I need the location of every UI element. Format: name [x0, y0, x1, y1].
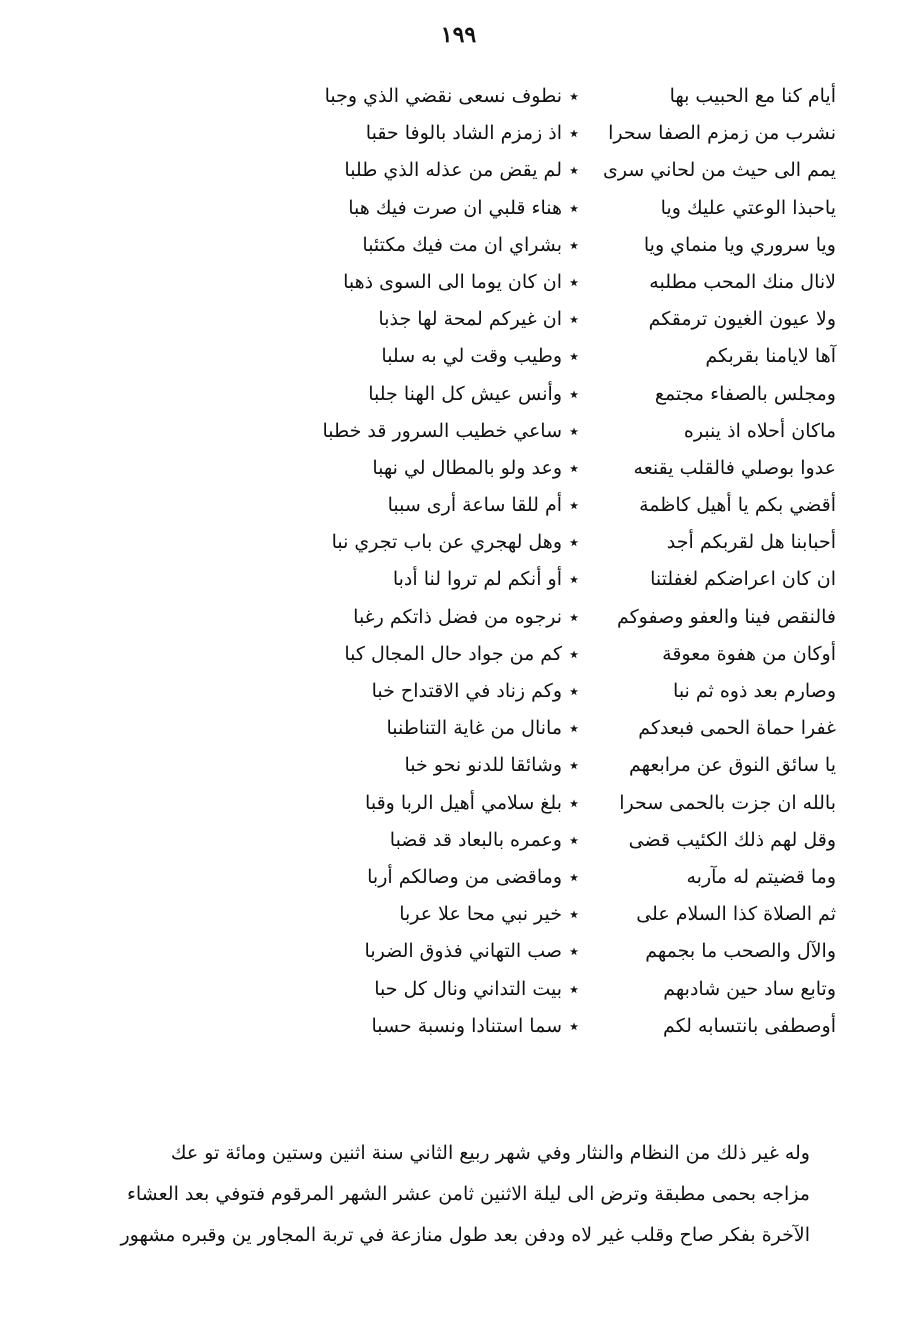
- verse-separator-star: ٭: [569, 718, 579, 740]
- verse-separator-star: ٭: [569, 904, 579, 926]
- verse-separator-star: ٭: [569, 234, 579, 256]
- verse-line: [312, 301, 836, 338]
- verse-separator-star: ٭: [569, 829, 579, 851]
- second-hemistich: وعمره بالبعاد قد قضبا: [389, 828, 562, 851]
- verse-separator-star: ٭: [569, 86, 579, 107]
- verse-line: [312, 561, 836, 598]
- second-hemistich: مانال من غاية التناطنبا: [386, 717, 562, 740]
- verse-separator-star: ٭: [569, 681, 579, 702]
- first-hemistich: فالنقص فينا والعفو وصفوكم: [616, 605, 836, 628]
- second-hemistich: وأنس عيش كل الهنا جلبا: [368, 382, 562, 405]
- verse-line: [312, 822, 836, 859]
- second-hemistich: وكم زناد في الاقتداح خبا: [371, 680, 562, 702]
- second-hemistich: ان كان يوما الى السوى ذهبا: [343, 270, 562, 293]
- verse-line: [312, 78, 836, 115]
- second-hemistich: بلغ سلامي أهيل الربا وقبا: [365, 791, 562, 814]
- verse-separator-star: ٭: [569, 123, 579, 145]
- second-hemistich: نطوف نسعى نقضي الذي وجبا: [324, 85, 562, 107]
- second-hemistich: بيت التداني ونال كل حبا: [374, 977, 562, 1000]
- verse-line: [312, 450, 836, 487]
- verse-line: [312, 152, 836, 189]
- first-hemistich: يا سائق النوق عن مرابعهم: [628, 754, 836, 777]
- verse-line: [312, 115, 836, 152]
- first-hemistich: وقل لهم ذلك الكئيب قضى: [628, 828, 836, 851]
- verse-separator-star: ٭: [569, 420, 579, 442]
- first-hemistich: بالله ان جزت بالحمى سحرا: [619, 791, 836, 814]
- second-hemistich: وهل لهجري عن باب تجري نبا: [331, 531, 562, 554]
- verse-line: [312, 227, 836, 264]
- first-hemistich: غفرا حماة الحمى فبعدكم: [638, 717, 836, 740]
- verse-separator-star: ٭: [569, 309, 579, 331]
- poem-verses: [312, 78, 836, 1045]
- verse-separator-star: ٭: [569, 495, 579, 517]
- second-hemistich: بشراي ان مت فيك مكتئبا: [362, 233, 562, 256]
- first-hemistich: ويا سروري ويا منماي ويا: [643, 233, 836, 256]
- first-hemistich: ان كان اعراضكم لغفلتنا: [650, 568, 836, 591]
- verse-separator-star: ٭: [569, 606, 579, 628]
- first-hemistich: والآل والصحب ما بجمهم: [645, 940, 836, 963]
- first-hemistich: أحبابنا هل لقربكم أجد: [666, 531, 836, 554]
- second-hemistich: ساعي خطيب السرور قد خطبا: [322, 419, 562, 442]
- verse-separator-star: ٭: [569, 1015, 579, 1037]
- page-number: ١٩٩: [440, 22, 477, 48]
- verse-separator-star: ٭: [569, 271, 579, 293]
- verse-separator-star: ٭: [569, 978, 579, 1000]
- second-hemistich: أم للقا ساعة أرى سببا: [387, 494, 562, 517]
- verse-separator-star: ٭: [569, 346, 579, 368]
- verse-separator-star: ٭: [569, 941, 579, 963]
- second-hemistich: سما استنادا ونسبة حسبا: [371, 1014, 562, 1037]
- verse-line: [312, 190, 836, 227]
- verse-line: [312, 673, 836, 710]
- verse-line: [312, 859, 836, 896]
- first-hemistich: ومجلس بالصفاء مجتمع: [654, 382, 836, 405]
- second-hemistich: ان غيركم لمحة لها جذبا: [378, 308, 562, 331]
- second-hemistich: خير نبي محا علا عربا: [399, 903, 562, 926]
- prose-paragraph: [120, 1133, 810, 1256]
- verse-line: [312, 376, 836, 413]
- first-hemistich: أيام كنا مع الحبيب بها: [669, 85, 836, 107]
- second-hemistich: وطيب وقت لي به سلبا: [381, 345, 562, 368]
- verse-line: [312, 933, 836, 970]
- first-hemistich: أقضي بكم يا أهيل كاظمة: [639, 494, 836, 517]
- first-hemistich: لانال منك المحب مطلبه: [649, 270, 836, 293]
- second-hemistich: لم يقض من عذله الذي طلبا: [344, 159, 562, 182]
- first-hemistich: نشرب من زمزم الصفا سحرا: [608, 122, 836, 145]
- verse-separator-star: ٭: [569, 866, 579, 888]
- prose-line: الآخرة بفكر صاح وقلب غير لاه ودفن بعد طول منازعة في تربة المجاور ين وقبره مشهور: [120, 1224, 810, 1246]
- verse-line: [312, 413, 836, 450]
- first-hemistich: عدوا بوصلي فالقلب يقنعه: [633, 456, 836, 479]
- verse-line: [312, 636, 836, 673]
- verse-separator-star: ٭: [569, 643, 579, 665]
- first-hemistich: ياحبذا الوعتي عليك ويا: [660, 196, 836, 219]
- first-hemistich: وتابع ساد حين شادبهم: [663, 977, 836, 1000]
- verse-line: [312, 524, 836, 561]
- verse-separator-star: ٭: [569, 383, 579, 405]
- verse-line: [312, 1008, 836, 1045]
- second-hemistich: صب التهاني فذوق الضربا: [364, 940, 562, 963]
- first-hemistich: وما قضيتم له مآربه: [686, 865, 836, 888]
- first-hemistich: آها لايامنا بقربكم: [705, 345, 836, 368]
- first-hemistich: وصارم بعد ذوه ثم نبا: [673, 680, 836, 702]
- verse-line: [312, 785, 836, 822]
- verse-line: [312, 338, 836, 375]
- verse-line: [312, 896, 836, 933]
- verse-separator-star: ٭: [569, 792, 579, 814]
- first-hemistich: ثم الصلاة كذا السلام على: [636, 903, 836, 926]
- verse-line: [312, 599, 836, 636]
- verse-line: [312, 971, 836, 1008]
- verse-line: [312, 710, 836, 747]
- verse-separator-star: ٭: [569, 569, 579, 591]
- verse-separator-star: ٭: [569, 160, 579, 182]
- second-hemistich: اذ زمزم الشاد بالوفا حقبا: [365, 122, 562, 145]
- verse-line: [312, 487, 836, 524]
- verse-separator-star: ٭: [569, 755, 579, 777]
- second-hemistich: وماقضى من وصالكم أربا: [367, 865, 562, 888]
- first-hemistich: ماكان أحلاه اذ ينبره: [683, 419, 836, 442]
- verse-line: [312, 264, 836, 301]
- verse-separator-star: ٭: [569, 457, 579, 479]
- first-hemistich: أوصطفى بانتسابه لكم: [663, 1014, 836, 1037]
- second-hemistich: وعد ولو بالمطال لي نهبا: [372, 456, 562, 479]
- first-hemistich: أوكان من هفوة معوقة: [662, 642, 836, 665]
- prose-line: وله غير ذلك من النظام والنثار وفي شهر ربيع الثاني سنة اثنين وستين ومائة تو عك: [170, 1142, 810, 1164]
- second-hemistich: نرجوه من فضل ذاتكم رغبا: [353, 605, 562, 628]
- first-hemistich: يمم الى حيث من لحاني سرى: [602, 159, 836, 182]
- second-hemistich: أو أنكم لم تروا لنا أدبا: [392, 568, 562, 591]
- verse-separator-star: ٭: [569, 532, 579, 554]
- second-hemistich: كم من جواد حال المجال كبا: [344, 642, 562, 665]
- first-hemistich: ولا عيون الغيون ترمقكم: [648, 308, 836, 331]
- second-hemistich: هناء قلبي ان صرت فيك هبا: [348, 196, 562, 219]
- prose-line: مزاجه بحمى مطبقة وترض الى ليلة الاثنين ثامن عشر الشهر المرقوم فتوفي بعد العشاء: [126, 1183, 810, 1205]
- second-hemistich: وشائقا للدنو نحو خبا: [404, 754, 562, 777]
- verse-separator-star: ٭: [569, 197, 579, 219]
- verse-line: [312, 747, 836, 784]
